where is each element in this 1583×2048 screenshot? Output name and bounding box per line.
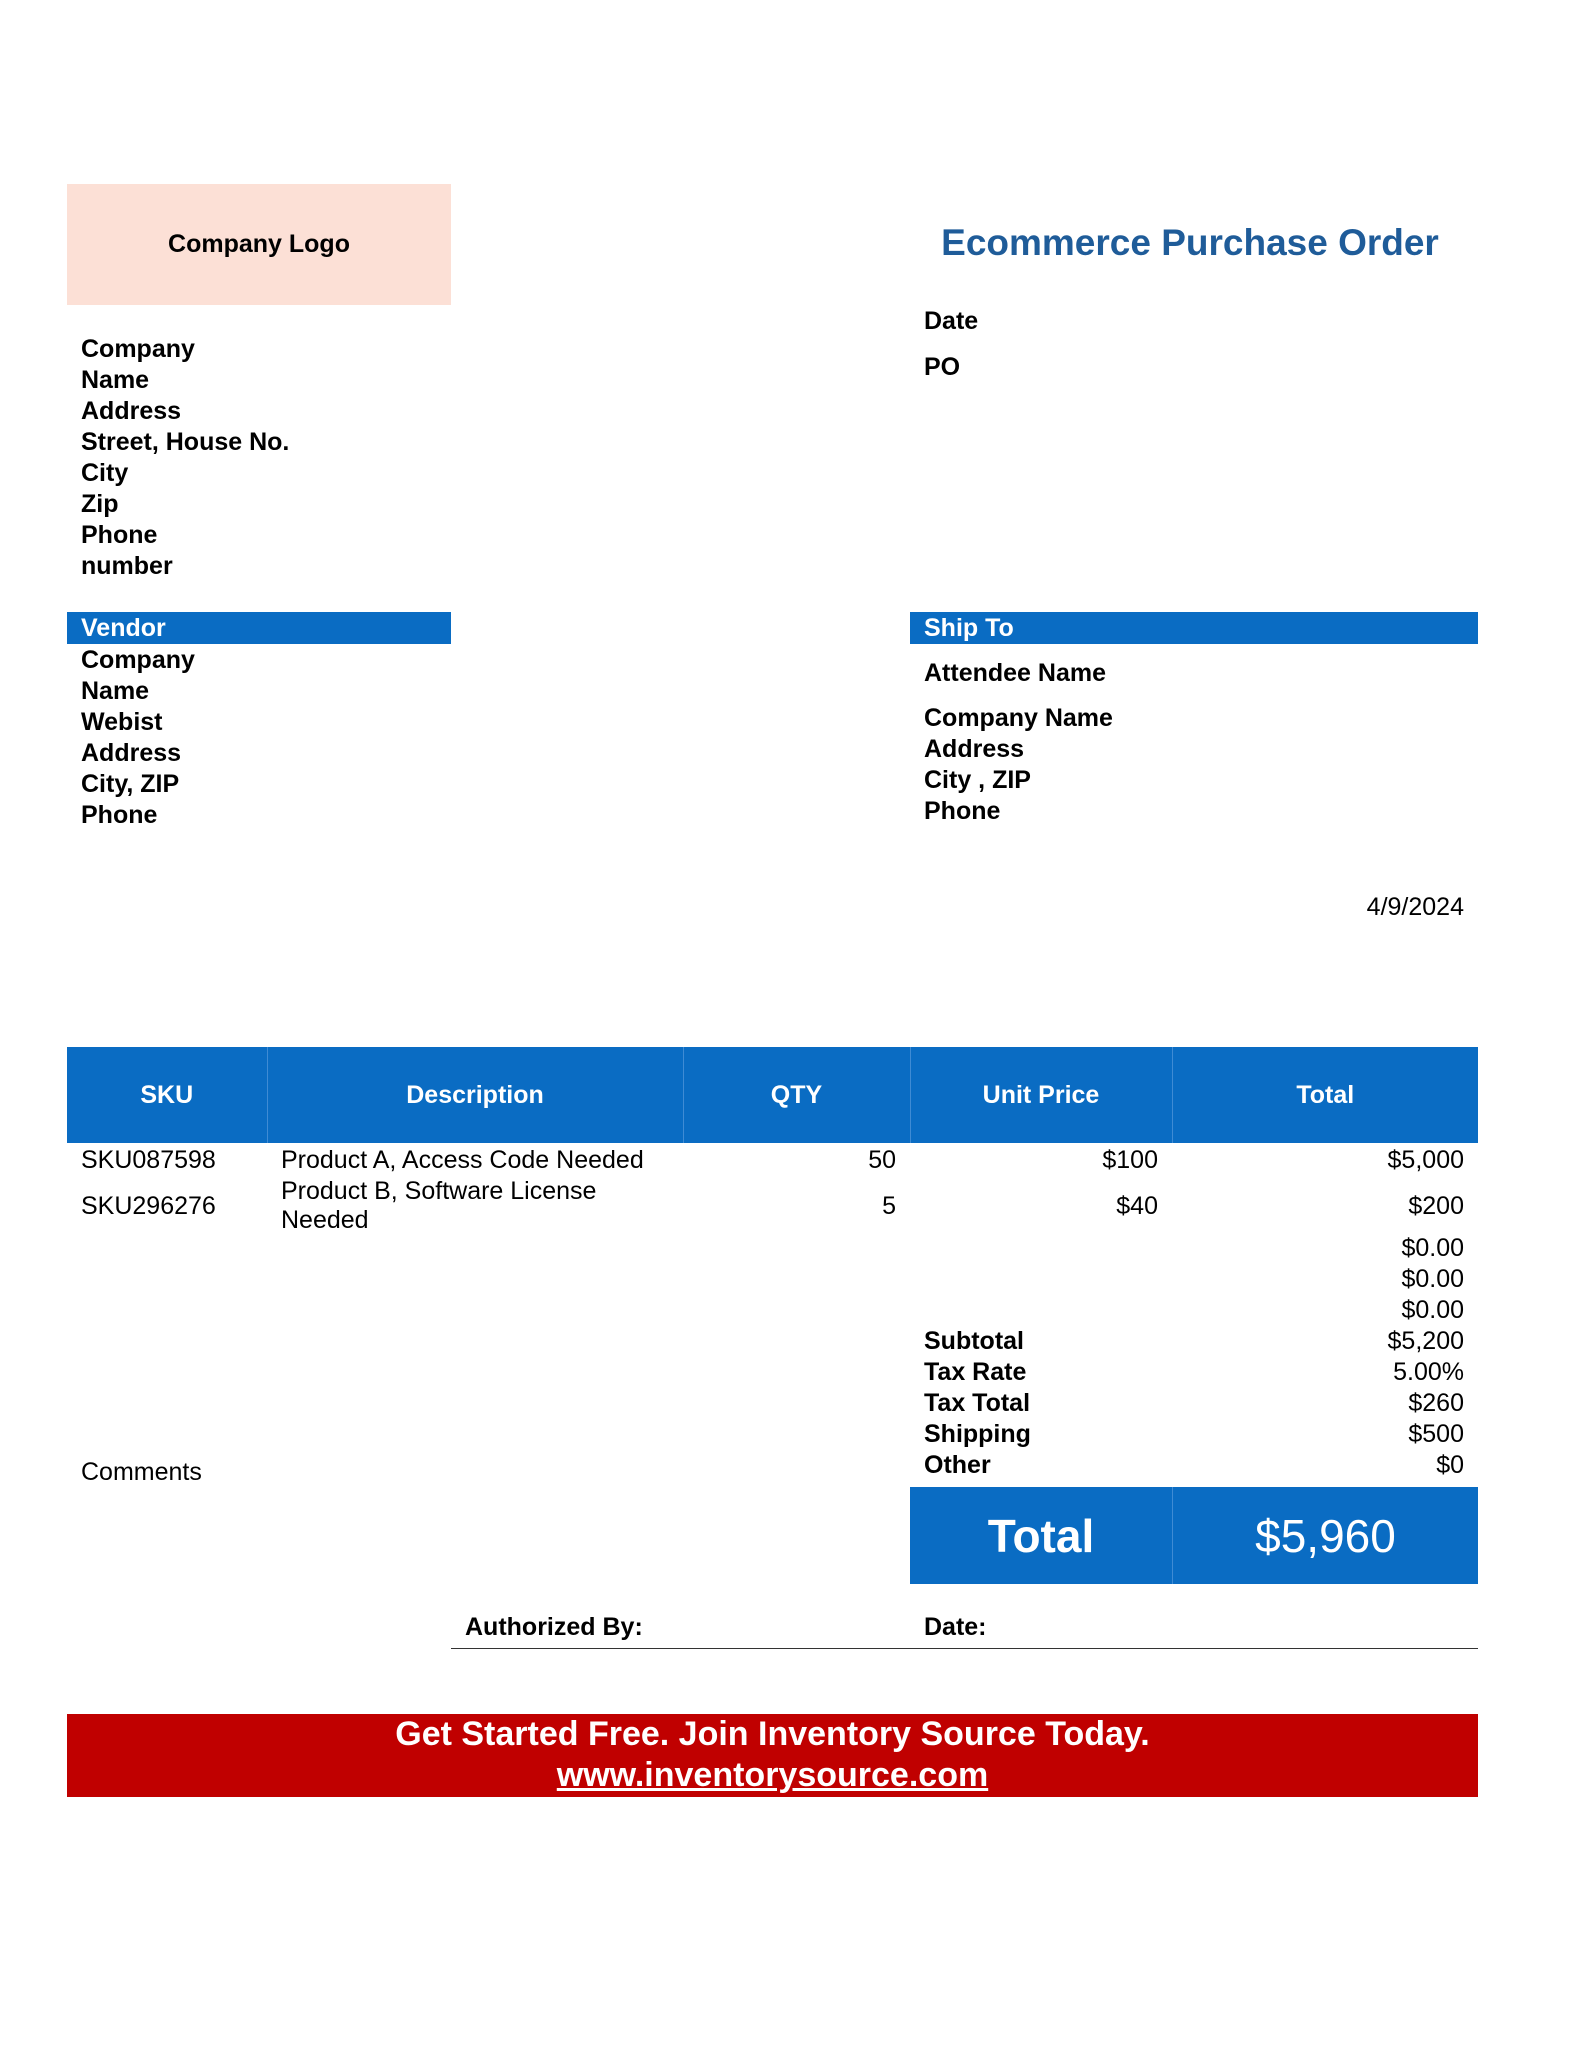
company-line: Street, House No. [81, 428, 290, 456]
column-header-description: Description [267, 1047, 683, 1143]
vendor-address-block [81, 645, 195, 831]
shipping-label: Shipping [924, 1420, 1031, 1448]
ship-to-line: City , ZIP [924, 766, 1031, 794]
cell-qty: 5 [882, 1191, 896, 1220]
shipping-value: $500 [1408, 1420, 1464, 1448]
summary-labels [924, 1326, 1031, 1481]
vendor-line: Address [81, 739, 182, 767]
summary-values [1200, 1326, 1464, 1481]
empty-row-total: $0.00 [1401, 1296, 1464, 1324]
page-title: Ecommerce Purchase Order [941, 222, 1439, 263]
company-logo-placeholder [67, 184, 451, 305]
company-line: Zip [81, 490, 119, 518]
po-label: PO [924, 353, 961, 381]
ship-to-line: Address [924, 735, 1025, 763]
grand-total-box [910, 1487, 1478, 1584]
other-value: $0 [1436, 1451, 1464, 1479]
tax-rate-value: 5.00% [1393, 1358, 1464, 1386]
column-header-unit-price: Unit Price [910, 1047, 1172, 1143]
cell-description: Product A, Access Code Needed [281, 1145, 644, 1174]
column-header-total: Total [1172, 1047, 1478, 1143]
tax-total-label: Tax Total [924, 1389, 1031, 1417]
company-line: City [81, 459, 129, 487]
tax-rate-label: Tax Rate [924, 1358, 1027, 1386]
subtotal-label: Subtotal [924, 1327, 1024, 1355]
ship-to-line: Company Name [924, 704, 1113, 732]
company-logo-text: Company Logo [168, 230, 350, 258]
vendor-line: City, ZIP [81, 770, 180, 798]
tax-total-value: $260 [1408, 1389, 1464, 1417]
company-line: number [81, 552, 173, 580]
grand-total-value: $5,960 [1255, 1509, 1396, 1562]
cell-description: Product B, Software License Needed [281, 1177, 597, 1234]
table-row [67, 1177, 1478, 1235]
column-header-qty: QTY [683, 1047, 910, 1143]
ship-to-heading-bar [910, 612, 1478, 644]
cell-qty: 50 [868, 1145, 896, 1174]
table-header-row [67, 1047, 1478, 1143]
authorized-by-label: Authorized By: [465, 1613, 643, 1641]
vendor-heading-bar [67, 612, 451, 644]
company-address-block [81, 334, 289, 582]
promo-banner [67, 1714, 1478, 1797]
printed-date: 4/9/2024 [1366, 893, 1464, 921]
company-line: Company [81, 335, 195, 363]
cell-total: $5,000 [1387, 1145, 1464, 1174]
ship-to-address-block [924, 703, 1113, 827]
cell-unit-price: $100 [1102, 1145, 1158, 1174]
comments-label: Comments [81, 1458, 202, 1486]
cell-unit-price: $40 [1116, 1191, 1158, 1220]
signature-line [451, 1648, 1478, 1649]
promo-text: Get Started Free. Join Inventory Source Today. [395, 1715, 1150, 1753]
ship-to-heading: Ship To [924, 614, 1014, 642]
column-header-sku: SKU [67, 1047, 267, 1143]
ship-to-attendee: Attendee Name [924, 659, 1106, 687]
company-line: Address [81, 397, 182, 425]
empty-row-total: $0.00 [1401, 1234, 1464, 1262]
cell-total: $200 [1408, 1191, 1464, 1220]
empty-row-totals [1200, 1233, 1464, 1326]
cell-sku: SKU087598 [81, 1145, 216, 1174]
line-items-table [67, 1047, 1478, 1235]
grand-total-label: Total [987, 1509, 1095, 1562]
subtotal-value: $5,200 [1387, 1327, 1464, 1355]
promo-link[interactable]: www.inventorysource.com [556, 1756, 989, 1794]
signature-date-label: Date: [924, 1613, 987, 1641]
vendor-line: Name [81, 677, 150, 705]
company-line: Phone [81, 521, 158, 549]
date-label: Date [924, 307, 979, 335]
vendor-line: Company [81, 646, 195, 674]
cell-sku: SKU296276 [81, 1191, 216, 1220]
other-label: Other [924, 1451, 991, 1479]
ship-to-line: Phone [924, 797, 1001, 825]
empty-row-total: $0.00 [1401, 1265, 1464, 1293]
vendor-line: Phone [81, 801, 158, 829]
company-line: Name [81, 366, 150, 394]
table-row [67, 1143, 1478, 1177]
vendor-heading: Vendor [81, 614, 166, 642]
vendor-line: Webist [81, 708, 163, 736]
